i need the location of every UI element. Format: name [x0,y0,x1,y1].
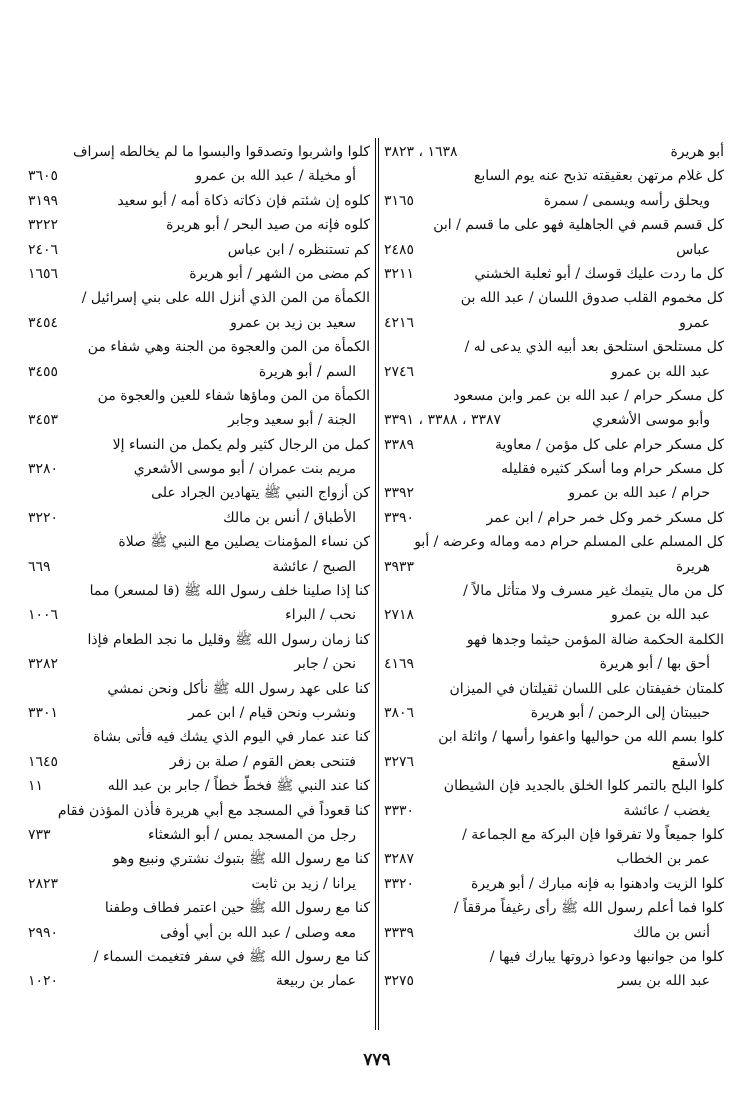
entry-text: الأسقع [671,753,710,770]
entry-text: عمار بن ربيعة [275,973,356,990]
index-entry [28,238,370,262]
entry-text: كنا قعوداً في المسجد مع أبي هريرة فأذن المؤذن فقام [57,802,370,819]
index-entry [28,335,370,359]
entry-text: كل قسم قسم في الجاهلية فهو على ما قسم / ابن [433,217,724,234]
index-entry [28,530,370,554]
entry-text: كنا مع رسول الله ﷺ في سفر فتغيمت السماء / [93,948,370,965]
entry-text: عبد الله بن بسر [617,973,710,990]
entry-text: كلمتان خفيفتان على اللسان ثقيلتان في الميزان [449,680,724,697]
entry-reference-number: ٣٢٨٢ [28,656,59,673]
entry-text: كنا على عهد رسول الله ﷺ نأكل ونحن نمشي [107,680,370,697]
entry-reference-number: ٣٨٠٦ [384,704,415,721]
entry-text: أنس بن مالك [633,924,710,941]
entry-text: أبو هريرة [670,144,724,160]
entry-text: عمرو [679,314,710,331]
index-column-right [384,140,724,994]
index-entry [28,189,370,213]
entry-text: الكمأة من المن وماؤها شفاء للعين والعجوة من [97,387,370,404]
entry-text: كل مخموم القلب صدوق اللسان / عبد الله بن [460,290,724,307]
index-entry [384,213,724,237]
entry-text: كنا عند النبي ﷺ فخطّ خطاً / جابر بن عبد الله [107,778,370,795]
entry-reference-number: ١٦٤٥ [28,753,59,770]
entry-text: كم مضى من الشهر / أبو هريرة [189,265,370,282]
index-entry [384,555,724,579]
entry-text: كلوا من جوانبها ودعوا ذروتها يبارك فيها / [489,948,724,965]
index-entry [28,896,370,920]
entry-reference-number: ٢٧١٨ [384,607,415,624]
entry-reference-number: ٣٢٧٦ [384,753,415,770]
entry-text: كنا عند عمار في اليوم الذي يشك فيه فأتى بشاة [93,729,370,746]
entry-reference-number: ٣٤٥٥ [28,363,59,380]
entry-text: ويحلق رأسه ويسمى / سمرة [543,192,710,209]
entry-text: أحق بها / أبو هريرة [599,656,710,673]
entry-reference-number: ٣٢١١ [384,265,415,282]
entry-reference-number: ٢٤٨٥ [384,241,415,258]
entry-reference-number: ٣٣٨٧ ، ٣٣٨٨ ، ٣٣٩١ [384,412,502,429]
index-entry [28,677,370,701]
entry-reference-number: ٣١٦٥ [384,192,415,209]
index-entry [384,799,724,823]
index-entry [28,408,370,432]
entry-text: عبد الله بن عمرو [610,607,710,624]
entry-text: فتنحى بعض القوم / صلة بن زفر [170,753,356,770]
entry-text: عباس [676,241,710,258]
entry-text: سعيد بن زيد بن عمرو [230,314,356,331]
index-entry [28,140,370,164]
index-entry [28,725,370,749]
entry-reference-number: ٣٢٧٥ [384,973,415,990]
entry-text: الكمأة من المن والعجوة من الجنة وهي شفاء من [87,339,370,356]
index-entry [384,286,724,310]
index-entry [28,945,370,969]
index-column-left [28,140,370,994]
index-entry [28,628,370,652]
entry-text: يغضب / عائشة [623,802,710,819]
entry-reference-number: ٣٣٨٩ [384,436,415,453]
index-entry [384,384,724,408]
entry-reference-number: ١٠٠٦ [28,607,59,624]
index-entry [384,774,724,798]
entry-reference-number: ٣٣٩٠ [384,509,415,526]
index-entry [384,896,724,920]
entry-reference-number: ١١ [28,778,44,795]
index-entry [384,506,724,530]
index-entry [384,969,724,993]
index-entry [28,823,370,847]
entry-reference-number: ٢٧٤٦ [384,363,415,380]
entry-text: كن نساء المؤمنات يصلين مع النبي ﷺ صلاة [118,534,370,551]
index-entry [28,750,370,774]
index-entry [384,628,724,652]
entry-text: كل مسكر حرام / عبد الله بن عمر وابن مسعود [453,387,724,404]
entry-text: الكمأة من المن الذي أنزل الله على بني إسرائيل / [81,290,370,307]
column-divider [375,138,376,1030]
entry-reference-number: ٣٣٣٠ [384,802,415,819]
entry-reference-number: ٣٣٢٠ [384,875,415,892]
index-entry [384,847,724,871]
entry-reference-number: ٣١٩٩ [28,192,59,209]
entry-text: كل المسلم على المسلم حرام دمه وماله وعرضه / أبو [414,534,724,551]
entry-reference-number: ٣٣٣٩ [384,924,415,941]
entry-text: كنا مع رسول الله ﷺ بتبوك نشتري ونبيع وهو [112,851,370,868]
index-entry [28,360,370,384]
entry-text: نحب / البراء [285,607,356,624]
index-entry [28,286,370,310]
entry-text: الكلمة الحكمة ضالة المؤمن حيثما وجدها فهو [466,631,724,648]
entry-reference-number: ٣٣٩٢ [384,485,415,502]
index-entry [28,384,370,408]
entry-text: الأطباق / أنس بن مالك [223,509,356,526]
index-entry [384,311,724,335]
entry-text: كنا زمان رسول الله ﷺ وقليل ما نجد الطعام فإذا [87,631,370,648]
entry-text: كل مسكر حرام على كل مؤمن / معاوية [494,436,724,453]
entry-reference-number: ٣٤٥٤ [28,314,59,331]
index-entry [28,872,370,896]
entry-text: كلوه إن شئتم فإن ذكاته ذكاة أمه / أبو سعيد [117,192,370,209]
index-entry [384,603,724,627]
entry-text: أو مخيلة / عبد الله بن عمرو [195,168,356,185]
entry-text: كل غلام مرتهن بعقيقته تذبح عنه يوم السابع [473,168,724,185]
index-entry [28,969,370,993]
index-entry [384,238,724,262]
entry-reference-number: ٣٢٨٠ [28,461,59,478]
index-entry [28,433,370,457]
index-entry [28,921,370,945]
index-entry [384,140,724,164]
entry-text: معه وصلى / عبد الله بن أبي أوفى [160,924,356,941]
index-entry [384,164,724,188]
index-entry [384,945,724,969]
index-entry [28,555,370,579]
entry-reference-number: ٢٩٩٠ [28,924,59,941]
index-entry [28,457,370,481]
index-entry [28,506,370,530]
entry-text: عمر بن الخطاب [616,851,710,868]
index-entry [384,701,724,725]
entry-text: عبد الله بن عمرو [610,363,710,380]
index-entry [384,530,724,554]
index-entry [384,921,724,945]
entry-reference-number: ٢٨٢٣ [28,875,59,892]
index-entry [28,799,370,823]
entry-reference-number: ٢٤٠٦ [28,241,59,258]
index-entry [384,823,724,847]
index-entry [28,164,370,188]
entry-reference-number: ٣٩٣٣ [384,558,415,575]
entry-text: هريرة [675,558,710,575]
entry-reference-number: ٣٢٢٠ [28,509,59,526]
entry-reference-number: ١٠٢٠ [28,973,59,990]
entry-reference-number: ٣٢٢٢ [28,217,59,234]
index-entry [384,360,724,384]
entry-text: مريم بنت عمران / أبو موسى الأشعري [133,461,356,478]
entry-text: كن أزواج النبي ﷺ يتهادين الجراد على [151,485,370,502]
index-entry [384,652,724,676]
entry-text: كلوه فإنه من صيد البحر / أبو هريرة [166,217,370,234]
entry-text: كنا إذا صلينا خلف رسول الله ﷺ (قا لمسعر) مما [89,583,370,600]
entry-text: الجنة / أبو سعيد وجابر [228,412,356,429]
index-entry [28,847,370,871]
entry-text: كل من مال يتيمك غير مسرف ولا متأثل مالاً / [463,583,724,600]
index-entry [28,652,370,676]
index-entry [384,750,724,774]
index-entry [384,433,724,457]
index-entry [28,481,370,505]
entry-text: حبيبتان إلى الرحمن / أبو هريرة [530,704,710,721]
index-entry [28,774,370,798]
index-entry [384,335,724,359]
entry-reference-number: ١٦٥٦ [28,265,59,282]
index-entry [384,457,724,481]
entry-text: كلوا فما أعلم رسول الله ﷺ رأى رغيفاً مرققاً / [453,900,724,917]
entry-text: كلوا واشربوا وتصدقوا والبسوا ما لم يخالطه إسراف [73,144,370,160]
entry-reference-number: ٦٦٩ [28,558,51,575]
index-entry [28,579,370,603]
index-entry [384,725,724,749]
entry-text: كل مسكر حرام وما أسكر كثيره فقليله [501,461,724,478]
entry-text: كلوا الزيت وادهنوا به فإنه مبارك / أبو هريرة [470,875,724,892]
entry-text: وأبو موسى الأشعري [592,412,710,429]
entry-text: الصبح / عائشة [272,558,356,575]
entry-text: كل مستلحق استلحق بعد أبيه الذي يدعى له / [464,339,724,356]
index-entry [28,603,370,627]
index-entry [28,311,370,335]
index-entry [384,481,724,505]
entry-text: كلوا البلح بالتمر كلوا الخلق بالجديد فإن الشيطان [443,778,724,795]
entry-text: حرام / عبد الله بن عمرو [568,485,710,502]
entry-text: كمل من الرجال كثير ولم يكمل من النساء إلا [112,436,370,453]
index-entry [28,262,370,286]
entry-reference-number: ٤١٦٩ [384,656,415,673]
entry-reference-number: ٣٢٨٧ [384,851,415,868]
index-entry [384,872,724,896]
index-entry [28,213,370,237]
entry-text: كل مسكر خمر وكل خمر حرام / ابن عمر [486,509,724,526]
entry-text: نحن / جابر [294,656,356,673]
index-entry [384,408,724,432]
entry-reference-number: ١٦٣٨ ، ٣٨٢٣ [384,144,458,160]
index-entry [28,701,370,725]
entry-text: كم تستنظره / ابن عباس [227,241,370,258]
entry-text: ونشرب ونحن قيام / ابن عمر [188,704,356,721]
page-number: ٧٧٩ [363,1050,391,1070]
entry-reference-number: ٣٦٠٥ [28,168,59,185]
index-entry [384,579,724,603]
entry-reference-number: ٧٣٣ [28,826,51,843]
entry-reference-number: ٤٢١٦ [384,314,415,331]
entry-text: كل ما ردت عليك قوسك / أبو ثعلبة الخشني [474,265,724,282]
entry-reference-number: ٣٣٠١ [28,704,59,721]
entry-text: كنا مع رسول الله ﷺ حين اعتمر فطاف وطفنا [104,900,370,917]
index-entry [384,677,724,701]
entry-reference-number: ٣٤٥٣ [28,412,59,429]
entry-text: كلوا جميعاً ولا تفرقوا فإن البركة مع الجماعة / [462,826,724,843]
entry-text: السم / أبو هريرة [258,363,356,380]
entry-text: رجل من المسجد يمس / أبو الشعثاء [147,826,356,843]
index-entry [384,189,724,213]
entry-text: كلوا بسم الله من حواليها واعفوا رأسها / واثلة ابن [438,729,724,746]
entry-text: يرانا / زيد بن ثابت [251,875,356,892]
index-entry [384,262,724,286]
